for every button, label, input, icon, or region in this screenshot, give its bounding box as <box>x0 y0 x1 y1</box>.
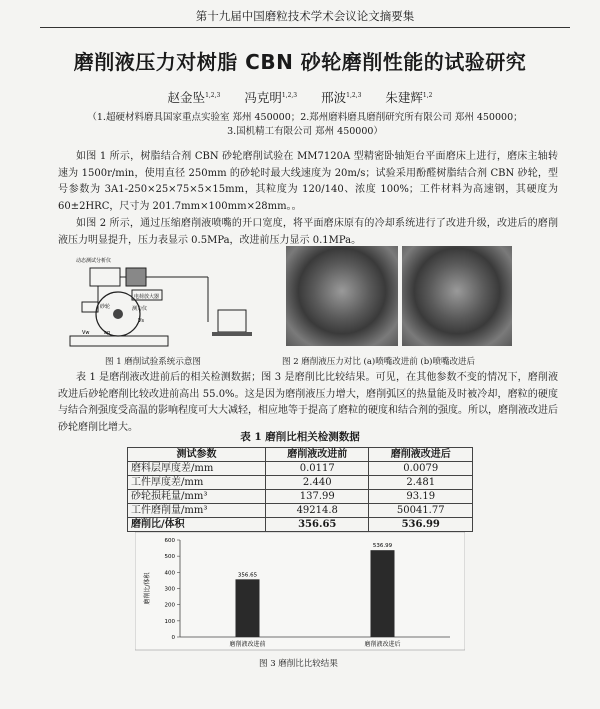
body-paragraph: 如图 1 所示，树脂结合剂 CBN 砂轮磨削试验在 MM7120A 型精密卧轴矩台平面磨床上进行，磨床主轴转速为 1500r/min，使用直径 250mm 的砂轮时最大线速度为 20m/s；试验采用酚醛树脂结合剂 CBN 砂轮，型号参数为 3A1-250×25×75×5×15mm，其粒度为 120/140、浓度 100%；工件材料为高速钢，其硬度为 60±2HRC，尺寸为 201.7mm×100mm×28mm。。 <box>58 151 558 212</box>
table-header-row <box>128 448 473 462</box>
author: 邢波$^{1,2,3}$ <box>321 90 362 105</box>
figure-3-caption: 图 3 磨削比比较结果 <box>259 659 338 669</box>
table-row <box>128 476 473 490</box>
table-cell: 0.0117 <box>266 462 369 476</box>
table-cell: 536.99 <box>369 518 473 532</box>
y-tick-label: 200 <box>164 602 175 609</box>
table-cell: 2.440 <box>266 476 369 490</box>
y-tick-label: 600 <box>164 538 175 544</box>
figure-1-caption: 图 1 磨削试验系统示意图 <box>105 357 201 367</box>
label-vs: Vs <box>138 318 145 324</box>
author-list <box>40 88 560 106</box>
affiliation-line: （1.超硬材料磨具国家重点实验室 郑州 450000；2.郑州磨料磨具磨削研究所有限公司 郑州 450000； <box>87 112 523 123</box>
table-cell: 砂轮损耗量/mm³ <box>128 490 266 504</box>
table-cell: 50041.77 <box>369 504 473 518</box>
table-header: 测试参数 <box>128 448 266 462</box>
chart-frame <box>135 532 465 650</box>
table-cell: 2.481 <box>369 476 473 490</box>
label-vw: Vw <box>82 330 90 336</box>
table-cell: 工件磨削量/mm³ <box>128 504 266 518</box>
table-cell: 137.99 <box>266 490 369 504</box>
y-tick-label: 500 <box>164 554 175 561</box>
x-tick-label: 磨削液改进前 <box>229 641 266 648</box>
y-tick-label: 0 <box>171 635 175 641</box>
table-row <box>128 462 473 476</box>
affiliation-line: 3.国机精工有限公司 郑州 450000） <box>227 126 383 137</box>
figure-2-caption: 图 2 磨削液压力对比 (a)喷嘴改进前 (b)喷嘴改进后 <box>282 357 475 367</box>
table-row <box>128 504 473 518</box>
table-cell: 49214.8 <box>266 504 369 518</box>
table-cell: 356.65 <box>266 518 369 532</box>
bar <box>236 579 260 637</box>
grinding-ratio-chart <box>135 532 465 652</box>
table-cell: 93.19 <box>369 490 473 504</box>
paper-title: 磨削液压力对树脂 CBN 砂轮磨削性能的试验研究 <box>73 50 527 74</box>
table-cell: 磨料层厚度差/mm <box>128 462 266 476</box>
label-wheel: 砂轮 <box>100 304 111 310</box>
photo-after-nozzle-improvement <box>402 246 512 346</box>
table-cell: 工件厚度差/mm <box>128 476 266 490</box>
table-cell: 磨削比/体积 <box>128 518 266 532</box>
author: 朱建辉$^{1,2}$ <box>385 90 433 105</box>
y-tick-label: 100 <box>164 618 175 625</box>
label-amplifier: 电荷放大器 <box>134 294 160 300</box>
label-dynamometer: 测力仪 <box>132 306 148 312</box>
body-paragraph: 如图 2 所示，通过压缩磨削液喷嘴的开口宽度，将平面磨床原有的冷却系统进行了改进升级，改进后的磨削液压力明显提升，压力表显示 0.5MPa，改进前压力显示 0.1MPa。 <box>58 218 558 246</box>
table-row <box>128 490 473 504</box>
data-table <box>127 447 473 532</box>
body-paragraph: 表 1 是磨削液改进前后的相关检测数据；图 3 是磨削比比较结果。可见，在其他参数不变的情况下，磨削液改进后砂轮磨削比较改进前高出 55.0%。这是因为磨削液压力增大，磨削弧区的热量能及时被冷却，磨粒的硬度与结合剂强度受高温的影响程度可大大减轻，相应地等于提高了磨粒的硬度和结合剂的强度。所以，磨削液改进后砂轮磨削比增大。 <box>58 372 558 433</box>
table-1-caption: 表 1 磨削比相关检测数据 <box>240 431 360 443</box>
label-dynamic-analyzer: 动态测试分析仪 <box>76 258 112 264</box>
y-tick-label: 300 <box>164 586 175 593</box>
table-cell: 0.0079 <box>369 462 473 476</box>
running-header: 第十九届中国磨粒技术学术会议论文摘要集 <box>40 8 570 28</box>
data-label: 536.99 <box>372 543 393 550</box>
table-row <box>128 518 473 532</box>
author: 赵金坠$^{1,2,3}$ <box>167 90 221 105</box>
y-tick-label: 400 <box>164 570 175 577</box>
photo-before-nozzle-improvement <box>286 246 398 346</box>
data-label: 356.65 <box>237 572 258 579</box>
y-axis-label: 磨削比/体积 <box>144 572 151 605</box>
author: 冯克明$^{1,2,3}$ <box>244 90 298 105</box>
table-header: 磨削液改进前 <box>266 448 369 462</box>
label-ap: ap <box>104 330 111 336</box>
table-header: 磨削液改进后 <box>369 448 473 462</box>
bar <box>371 550 395 637</box>
x-tick-label: 磨削液改进后 <box>364 641 401 648</box>
grinding-system-schematic <box>68 252 283 350</box>
